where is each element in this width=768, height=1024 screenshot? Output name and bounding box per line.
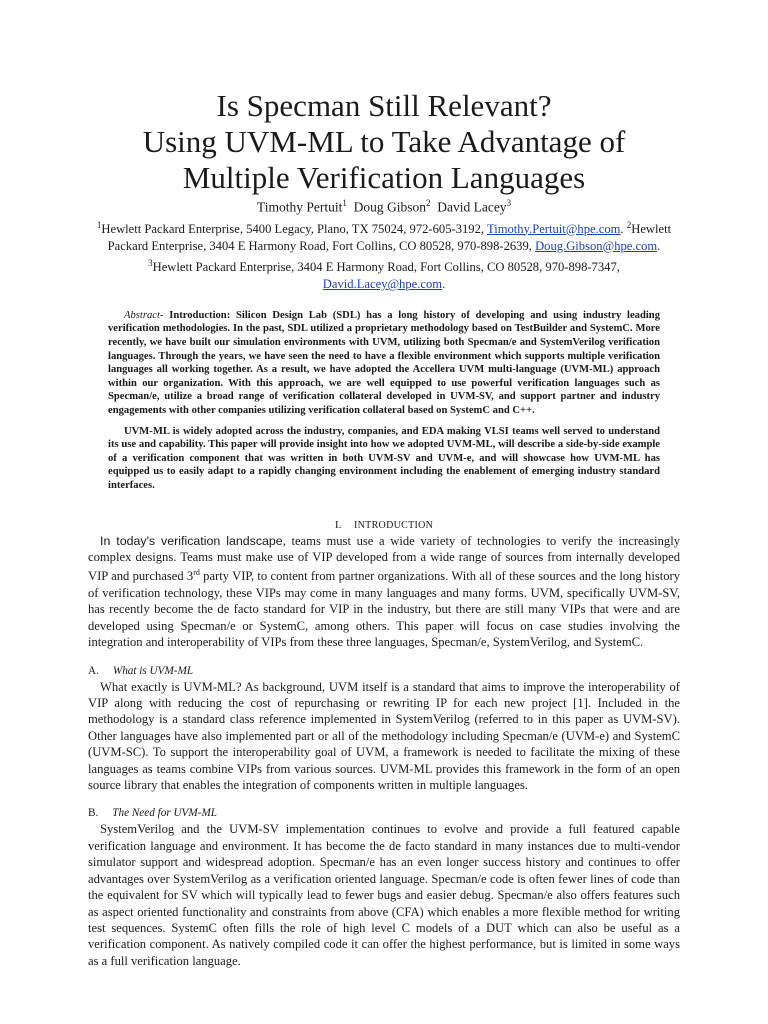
email-link[interactable]: Doug.Gibson@hpe.com xyxy=(535,238,658,253)
abstract-label: Abstract- xyxy=(124,309,164,321)
author-mark: 1 xyxy=(342,198,347,208)
author-name: Timothy Pertuit xyxy=(256,199,343,215)
section-number: I. xyxy=(334,518,342,531)
affil-text: Packard Enterprise, 3404 E Harmony Road, Fort Collins, CO 80528, 970-898-2639, xyxy=(107,238,532,253)
email-link[interactable]: Timothy.Pertuit@hpe.com xyxy=(486,221,621,236)
title-line-3: Multiple Verification Languages xyxy=(182,160,586,195)
abstract xyxy=(108,309,660,493)
lead-phrase: In today's verification landscape xyxy=(100,533,283,548)
subsection-title: What is UVM-ML xyxy=(112,664,194,677)
abstract-paragraph: UVM-ML is widely adopted across the industry, companies, and EDA making VLSI teams well served to understand its use and capability. This paper will provide insight into how we adopted UVM-ML, will describe a side-by-side example of a verification component that was written in both UVM-SV and UVM-e, and will showcase how UVM-ML has equipped us to easily adapt to a rapidly changing environment including the enablement of emerging industry standard interfaces. xyxy=(108,425,660,491)
abstract-paragraph xyxy=(108,309,660,418)
paper-title xyxy=(88,0,680,196)
affil-text: Hewlett Packard Enterprise, 3404 E Harmony Road, Fort Collins, CO 80528, 970-898-7347, xyxy=(152,259,620,274)
email-link[interactable]: David.Lacey@hpe.com xyxy=(322,276,443,291)
title-line-1: Is Specman Still Relevant? xyxy=(216,88,552,123)
affiliations: $^1$Hewlett Packard Enterprise, 5400 Legacy, Plano, TX 75024, 972-605-3192, Timothy.Pertuit@hpe.com. $^2$Hewlett Packard Enterprise, 3404 E Harmony Road, Fort Collins, CO 80528, 970-898-2639, Doug.Gibson@hpe.com. $^3$Hewlett Packard Enterprise, 3404 E Harmony Road, Fort Collins, CO 80528, 970-898-7347, David.Lacey@hpe.com. xyxy=(96,219,672,291)
affil-mark: 3 xyxy=(148,257,153,268)
subsection-label: A. xyxy=(88,664,99,677)
author-mark: 2 xyxy=(425,198,431,208)
section-heading xyxy=(88,519,680,531)
subsection-label: B. xyxy=(88,807,99,820)
affil-text: Hewlett Packard Enterprise, 5400 Legacy, Plano, TX 75024, 972-605-3192, xyxy=(101,221,485,236)
author-name: Doug Gibson xyxy=(353,199,426,215)
body-paragraph: SystemVerilog and the UVM-SV implementation continues to evolve and provide a full featured capable verification language and environment. It has become the de facto standard in many instances due to multi-vendor simulator support and widespread adoption. Specman/e has an even longer success history and continues to offer advantages over SystemVerilog as a verification oriented language. Specman/e code is often fewer lines of code than the equivalent for SV which will typically lead to fewer bugs and easier debug. Specman/e also offers features such as aspect oriented functionality and constraints from above (CFA) which enables a more flexible method for writing test sequences. SystemC often fills the role of high level C models of a DUT which can also be useful as a verification component. As natively compiled code it can offer the highest performance, but is limited in some ways as a full verification language. xyxy=(88,822,680,968)
author-mark: 3 xyxy=(506,198,512,208)
section-body xyxy=(88,533,680,651)
body-text: party VIP, to content from partner organizations. With all of these sources and the long history of verification technology, these VIPs may come in many languages and many forms. UVM, specifically UVM-SV, has recently become the de facto standard for VIP in the industry, but there are still many VIPs that were and are developed using Specman/e or SystemC, among others. This paper will focus on case studies involving the integration and interoperability of VIPs from these three languages, Specman/e, SystemVerilog, and SystemC. xyxy=(88,569,681,650)
body-paragraph: What exactly is UVM-ML? As background, UVM itself is a standard that aims to improve the interoperability of VIP along with reducing the cost of repurchasing or rewriting IP for each new project [1]. Included in the methodology is a standard class reference implemented in SystemVerilog (referred to in this paper as UVM-SV). Other languages have also implemented part or all of the methodology including Specman/e (UVM-e) and SystemC (UVM-SC). To support the interoperability goal of UVM, a framework is needed to facilitate the mixing of these languages as teams combine VIPs from various sources. UVM-ML provides this framework in the form of an open source library that enables the integration of components written in multiple languages. xyxy=(88,679,680,793)
subsection-heading xyxy=(88,665,680,677)
subsection-heading xyxy=(88,807,680,819)
subsection-body xyxy=(88,821,680,969)
author-name: David Lacey xyxy=(437,199,507,215)
abstract-text: Introduction: Silicon Design Lab (SDL) has a long history of developing and using industry leading verification methodologies. In the past, SDL utilized a proprietary methodology based on TestBuilder and SystemC. More recently, we have built our simulation environments with UVM, utilizing both Specman/e and SystemVerilog verification languages. Through the years, we have seen the need to have a flexible environment which supports multiple verification languages all working together. As a result, we have adopted the Accellera UVM multi-language (UVM-ML) approach within our organization. With this approach, we are well equipped to use powerful verification languages such as Specman/e, utilize a broad range of verification collateral developed in UVM-SV, and support partner and industry engagements with other companies utilizing verification collateral based on SystemC and C++. xyxy=(108,309,660,417)
affil-mark: 2 xyxy=(626,219,632,230)
affil-text: Hewlett xyxy=(631,221,672,236)
body-paragraph xyxy=(88,533,680,651)
ordinal-suffix: rd xyxy=(193,568,200,578)
subsection-title: The Need for UVM-ML xyxy=(112,807,217,820)
subsection-body xyxy=(88,679,680,794)
title-line-2: Using UVM-ML to Take Advantage of xyxy=(142,124,626,159)
section-title: INTRODUCTION xyxy=(354,519,434,531)
affil-mark: 1 xyxy=(96,219,102,230)
body-text: , teams must use a wide variety of technologies to verify the increasingly complex designs. Teams must make use of VIP developed from a wide range of sources from internally developed VIP and purchased 3 xyxy=(88,533,680,584)
author-list xyxy=(88,198,680,216)
